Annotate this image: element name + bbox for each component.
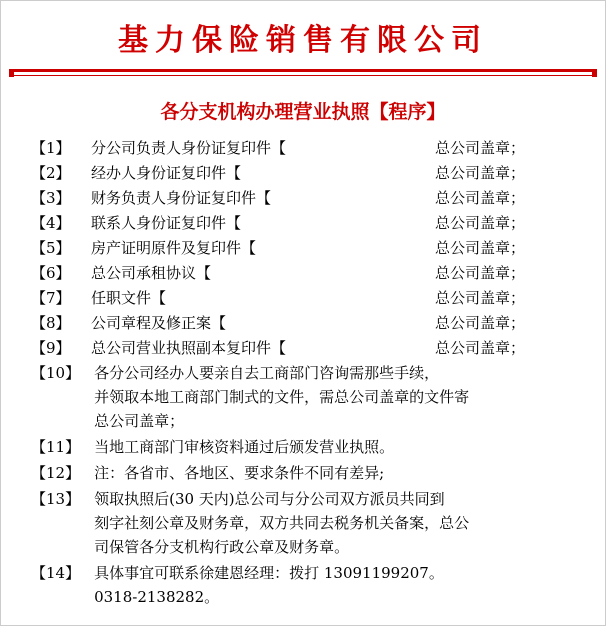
item-line: 司保管各分支机构行政公章及财务章。 [94,538,350,556]
item-number: 【2】 [31,164,71,182]
item-number: 【10】 [31,364,81,382]
item-body [77,286,587,310]
item-text: 经办人身份证复印件【 [91,164,242,182]
item-seal-note: 总公司盖章； [434,339,525,357]
item-text: 总公司承租协议【 [91,264,212,282]
list-item [31,186,587,210]
item-line: 当地工商部门审核资料通过后颁发营业执照。 [94,438,395,456]
item-number: 【12】 [31,464,81,482]
item-line: 并领取本地工商部门制式的文件，需总公司盖章的文件寄 [94,388,470,406]
item-body [77,311,587,335]
item-number: 【11】 [31,438,81,456]
item-number: 【5】 [31,239,71,257]
item-paragraph [80,361,587,433]
item-line: 0318-2138282。 [94,588,220,606]
item-line: 领取执照后(30 天内)总公司与分公司双方派员共同到 [94,490,445,508]
list-item [31,286,587,310]
item-line: 各分公司经办人要亲自去工商部门咨询需那些手续， [94,364,440,382]
list-item [31,161,587,185]
page-title: 各分支机构办理营业执照【程序】 [160,101,446,123]
list-item [31,336,587,360]
item-text: 分公司负责人身份证复印件【 [91,139,287,157]
list-item [31,361,587,433]
item-text: 财务负责人身份证复印件【 [91,189,272,207]
item-number: 【9】 [31,339,71,357]
item-body [77,211,587,235]
item-seal-note: 总公司盖章； [434,289,525,307]
item-line: 总公司盖章； [94,412,185,430]
list-item [31,561,587,609]
item-line: 具体事宜可联系徐建恩经理：拨打 13091199207。 [94,564,444,582]
item-paragraph [80,561,587,609]
item-line: 刻字社刻公章及财务章，双方共同去税务机关备案，总公 [94,514,470,532]
company-title: 基力保险销售有限公司 [118,23,488,58]
list-item [31,311,587,335]
divider-right-cap [592,69,597,77]
item-paragraph [80,487,587,559]
item-text: 任职文件【 [91,289,167,307]
item-number: 【13】 [31,490,81,508]
item-body [77,186,587,210]
item-seal-note: 总公司盖章； [434,314,525,332]
item-text: 公司章程及修正案【 [91,314,227,332]
item-number: 【7】 [31,289,71,307]
list-item [31,136,587,160]
item-body [77,236,587,260]
item-body [77,161,587,185]
item-number: 【3】 [31,189,71,207]
item-number: 【8】 [31,314,71,332]
item-number: 【6】 [31,264,71,282]
item-number: 【1】 [31,139,71,157]
item-seal-note: 总公司盖章； [434,239,525,257]
item-number: 【14】 [31,564,81,582]
item-number: 【4】 [31,214,71,232]
list-item [31,461,587,485]
item-text: 房产证明原件及复印件【 [91,239,257,257]
item-paragraph [80,435,587,459]
list-item [31,211,587,235]
item-body [77,261,587,285]
item-body [77,336,587,360]
list-item [31,487,587,559]
item-body [77,136,587,160]
divider-left-cap [9,69,14,77]
item-seal-note: 总公司盖章； [434,189,525,207]
list-item [31,261,587,285]
procedure-list [1,136,605,609]
item-text: 总公司营业执照副本复印件【 [91,339,287,357]
item-paragraph [80,461,587,485]
list-item [31,435,587,459]
decorative-divider [9,69,597,83]
item-seal-note: 总公司盖章； [434,139,525,157]
item-seal-note: 总公司盖章； [434,264,525,282]
divider-thick-line [9,69,597,72]
item-line: 注：各省市、各地区、要求条件不同有差异; [94,464,385,482]
item-seal-note: 总公司盖章； [434,214,525,232]
list-item [31,236,587,260]
item-text: 联系人身份证复印件【 [91,214,242,232]
divider-thin-line [9,75,597,76]
item-seal-note: 总公司盖章； [434,164,525,182]
